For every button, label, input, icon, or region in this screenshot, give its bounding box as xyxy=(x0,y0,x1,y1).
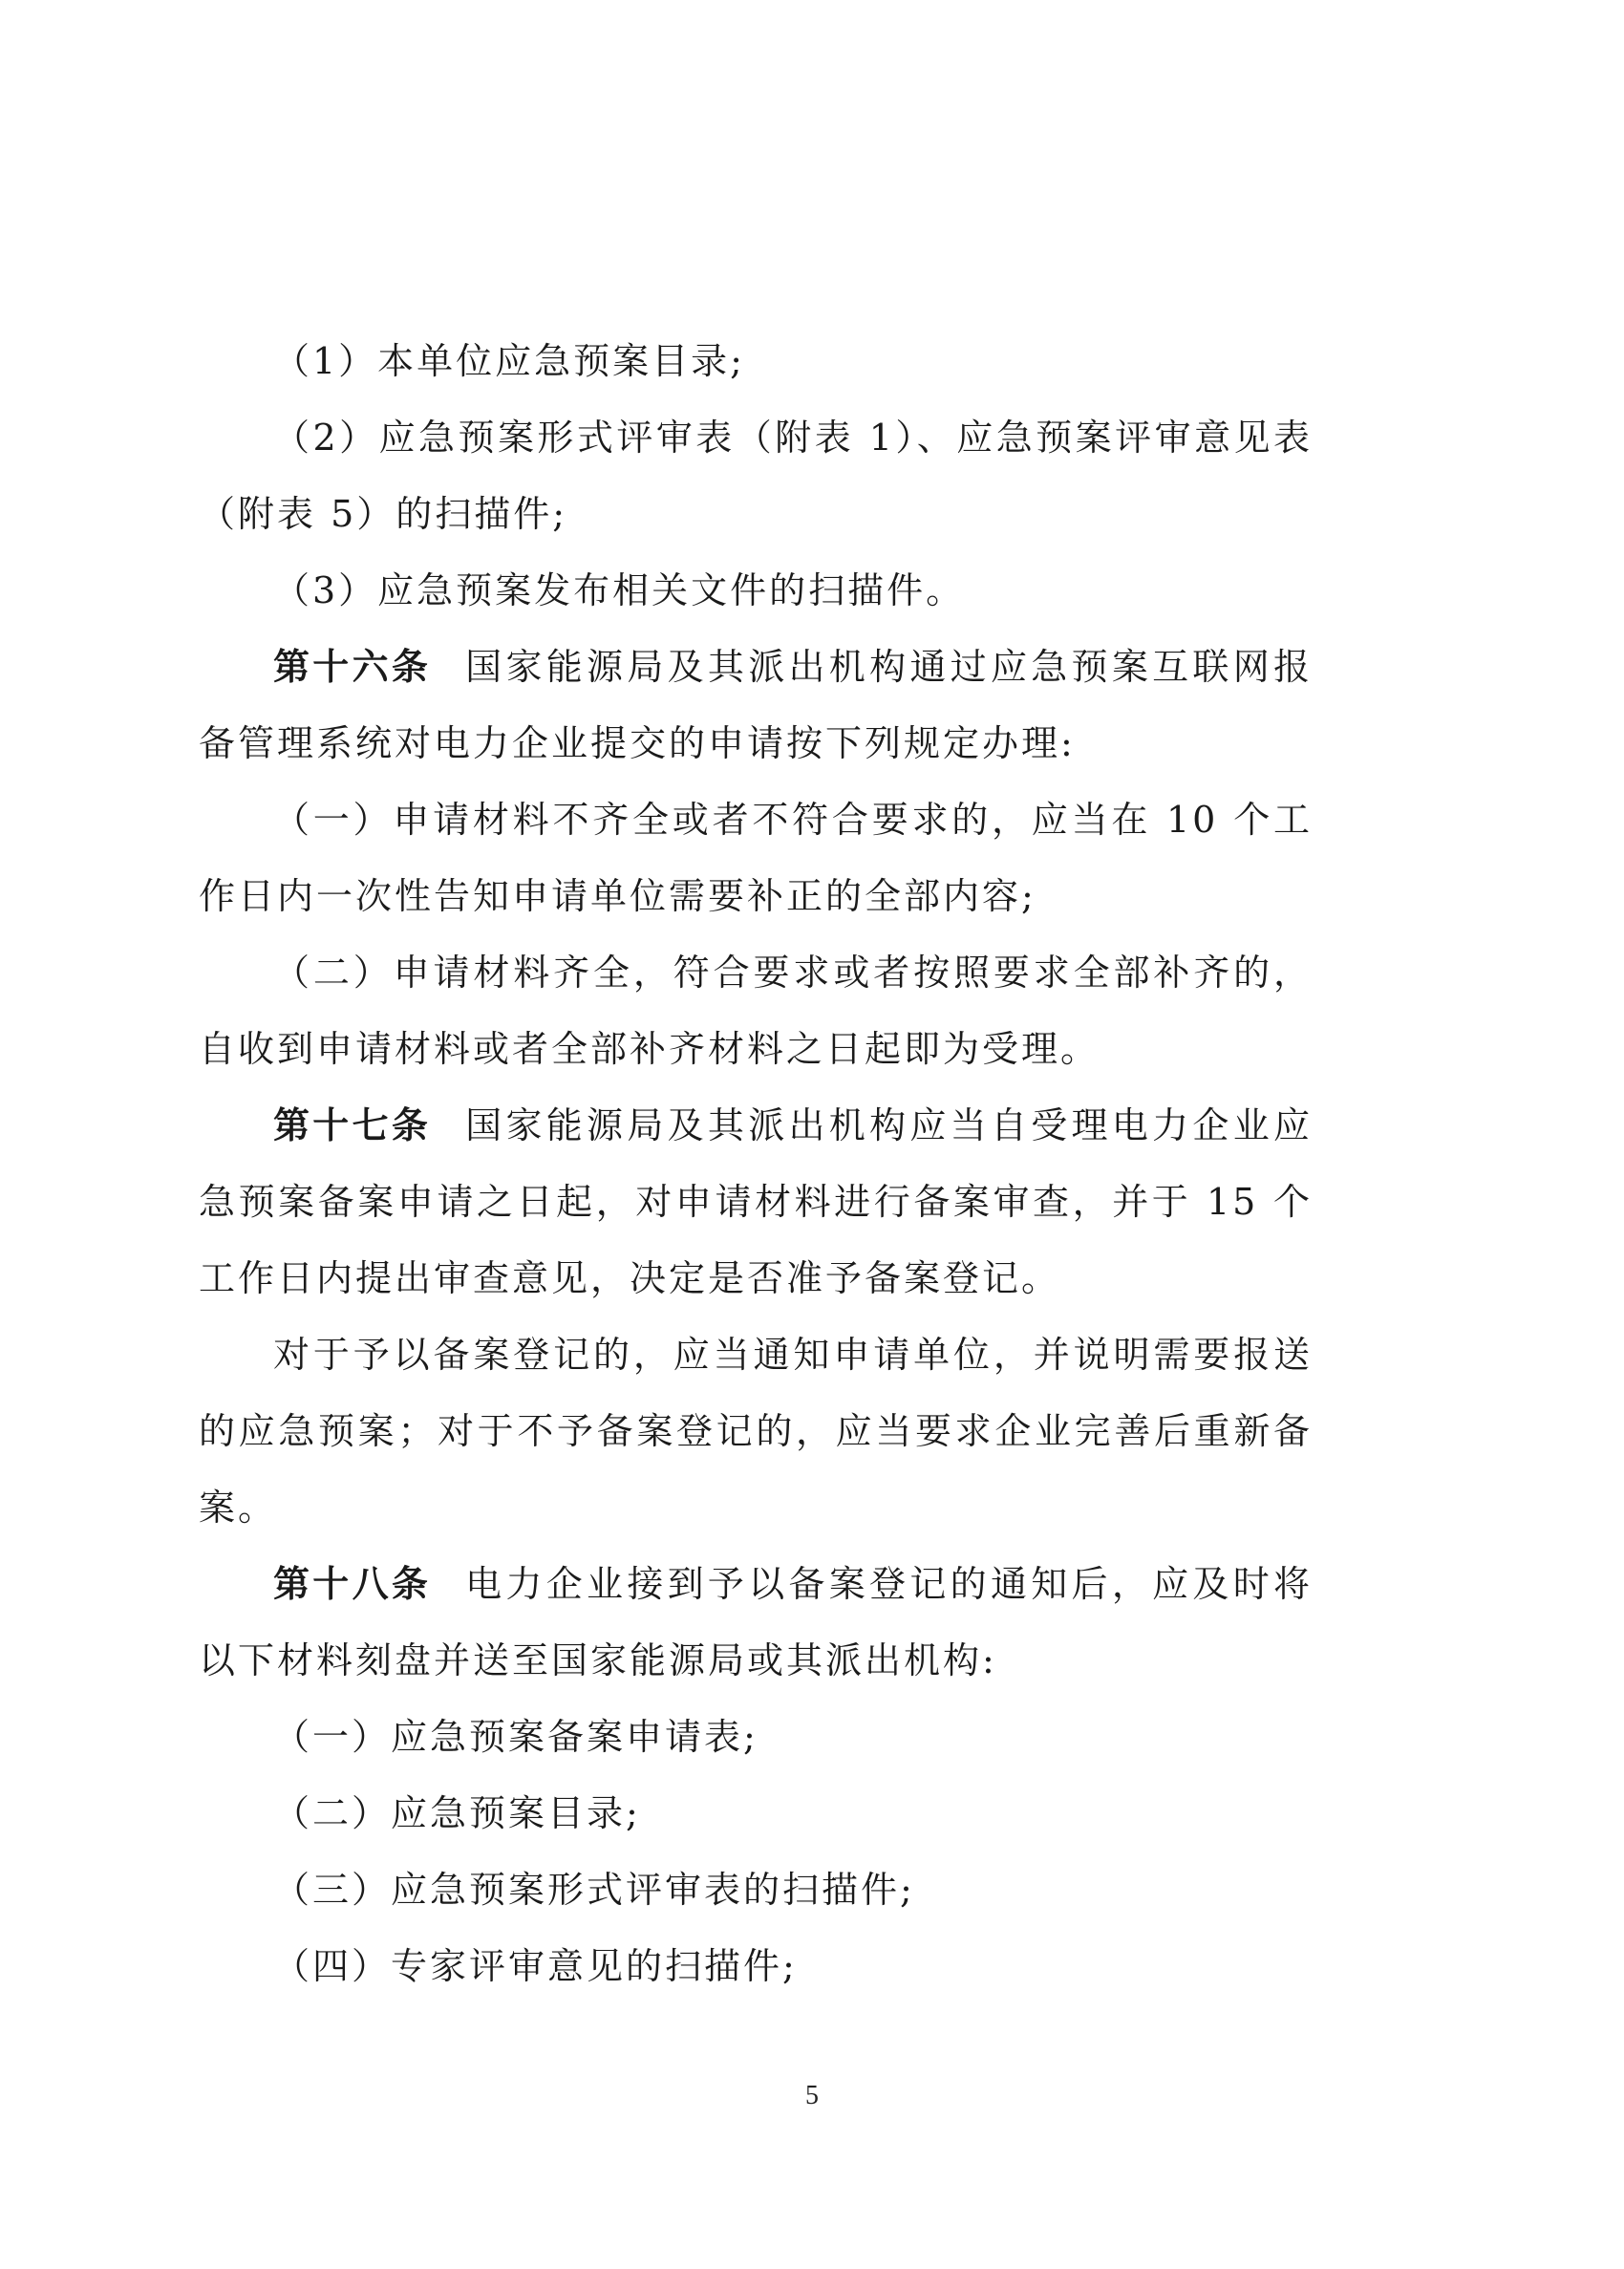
article-paragraph xyxy=(199,629,1313,781)
article-paragraph xyxy=(199,1546,1313,1699)
paragraph-text: （3）应急预案发布相关文件的扫描件。 xyxy=(273,569,966,611)
paragraph-text: 电力企业接到予以备案登记的通知后，应及时将以下材料刻盘并送至国家能源局或其派出机构: xyxy=(199,1563,1313,1681)
page-number: 5 xyxy=(805,2081,819,2110)
article-title: 第十七条 xyxy=(273,1104,432,1146)
article-title: 第十六条 xyxy=(273,646,432,688)
list-item xyxy=(199,934,1313,1087)
article-title: 第十八条 xyxy=(273,1563,432,1605)
document-body xyxy=(199,323,1313,2004)
paragraph-text: （一）申请材料不齐全或者不符合要求的，应当在 10 个工作日内一次性告知申请单位需要补正的全部内容; xyxy=(199,799,1313,917)
paragraph-text: （二）申请材料齐全，符合要求或者按照要求全部补齐的，自收到申请材料或者全部补齐材料之日起即为受理。 xyxy=(199,952,1313,1070)
paragraph-text: 对于予以备案登记的，应当通知申请单位，并说明需要报送的应急预案；对于不予备案登记的，应当要求企业完善后重新备案。 xyxy=(199,1334,1313,1529)
list-item xyxy=(199,781,1313,934)
paragraph-text: （2）应急预案形式评审表（附表 1）、应急预案评审意见表（附表 5）的扫描件; xyxy=(199,417,1313,535)
paragraph-text: （一）应急预案备案申请表; xyxy=(273,1716,759,1758)
list-item xyxy=(199,552,1313,629)
list-item xyxy=(199,1852,1313,1928)
paragraph-text: 国家能源局及其派出机构应当自受理电力企业应急预案备案申请之日起，对申请材料进行备案审查，并于 15 个工作日内提出审查意见，决定是否准予备案登记。 xyxy=(199,1104,1313,1299)
body-paragraph xyxy=(199,1316,1313,1546)
list-item xyxy=(199,323,1313,399)
paragraph-text: （1）本单位应急预案目录; xyxy=(273,340,745,382)
paragraph-text: 国家能源局及其派出机构通过应急预案互联网报备管理系统对电力企业提交的申请按下列规定办理: xyxy=(199,646,1313,764)
paragraph-text: （四）专家评审意见的扫描件; xyxy=(273,1945,798,1987)
article-paragraph xyxy=(199,1087,1313,1316)
paragraph-text: （二）应急预案目录; xyxy=(273,1792,641,1834)
list-item xyxy=(199,1928,1313,2004)
list-item xyxy=(199,1699,1313,1775)
list-item xyxy=(199,399,1313,552)
list-item xyxy=(199,1775,1313,1852)
paragraph-text: （三）应急预案形式评审表的扫描件; xyxy=(273,1869,915,1911)
